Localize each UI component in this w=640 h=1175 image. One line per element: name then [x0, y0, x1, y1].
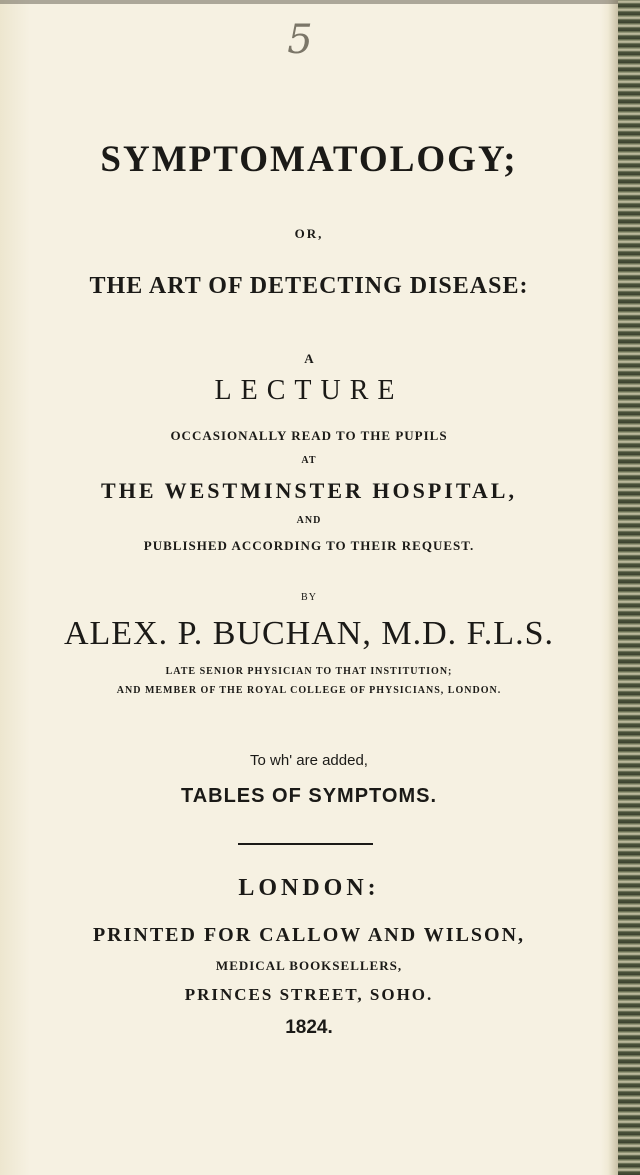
- page-top-edge: [0, 0, 618, 4]
- article-a: A: [304, 351, 314, 366]
- divider-rule: [238, 843, 373, 845]
- lecture-heading: LECTURE: [214, 375, 404, 406]
- book-subtitle: THE ART OF DETECTING DISEASE:: [89, 273, 529, 299]
- tables-line: TABLES OF SYMPTOMS.: [180, 785, 438, 807]
- printer-line: PRINTED FOR CALLOW AND WILSON,: [92, 924, 526, 946]
- book-title: SYMPTOMATOLOGY;: [100, 139, 518, 180]
- handwritten-mark: 5: [287, 17, 313, 63]
- printer-address: PRINCES STREET, SOHO.: [184, 985, 434, 1004]
- imprint-city: LONDON:: [238, 875, 380, 901]
- publication-year: 1824.: [285, 1017, 333, 1038]
- book-edge: [618, 0, 640, 1175]
- printer-description: MEDICAL BOOKSELLERS,: [215, 958, 403, 973]
- by-connector: BY: [301, 592, 317, 603]
- at-connector: AT: [301, 455, 317, 466]
- author-credentials-1: LATE SENIOR PHYSICIAN TO THAT INSTITUTION;: [165, 666, 453, 677]
- author-name: ALEX. P. BUCHAN, M.D. F.L.S.: [63, 615, 554, 652]
- occasion-line: OCCASIONALLY READ TO THE PUPILS: [170, 428, 448, 443]
- hospital-name: THE WESTMINSTER HOSPITAL,: [101, 478, 517, 503]
- or-connector: OR,: [294, 226, 324, 241]
- published-line: PUBLISHED ACCORDING TO THEIR REQUEST.: [143, 538, 475, 553]
- added-line: To wh' are added,: [250, 752, 368, 769]
- author-credentials-2: AND MEMBER OF THE ROYAL COLLEGE OF PHYSICIANS, LONDON.: [116, 685, 502, 696]
- and-connector: AND: [296, 515, 322, 526]
